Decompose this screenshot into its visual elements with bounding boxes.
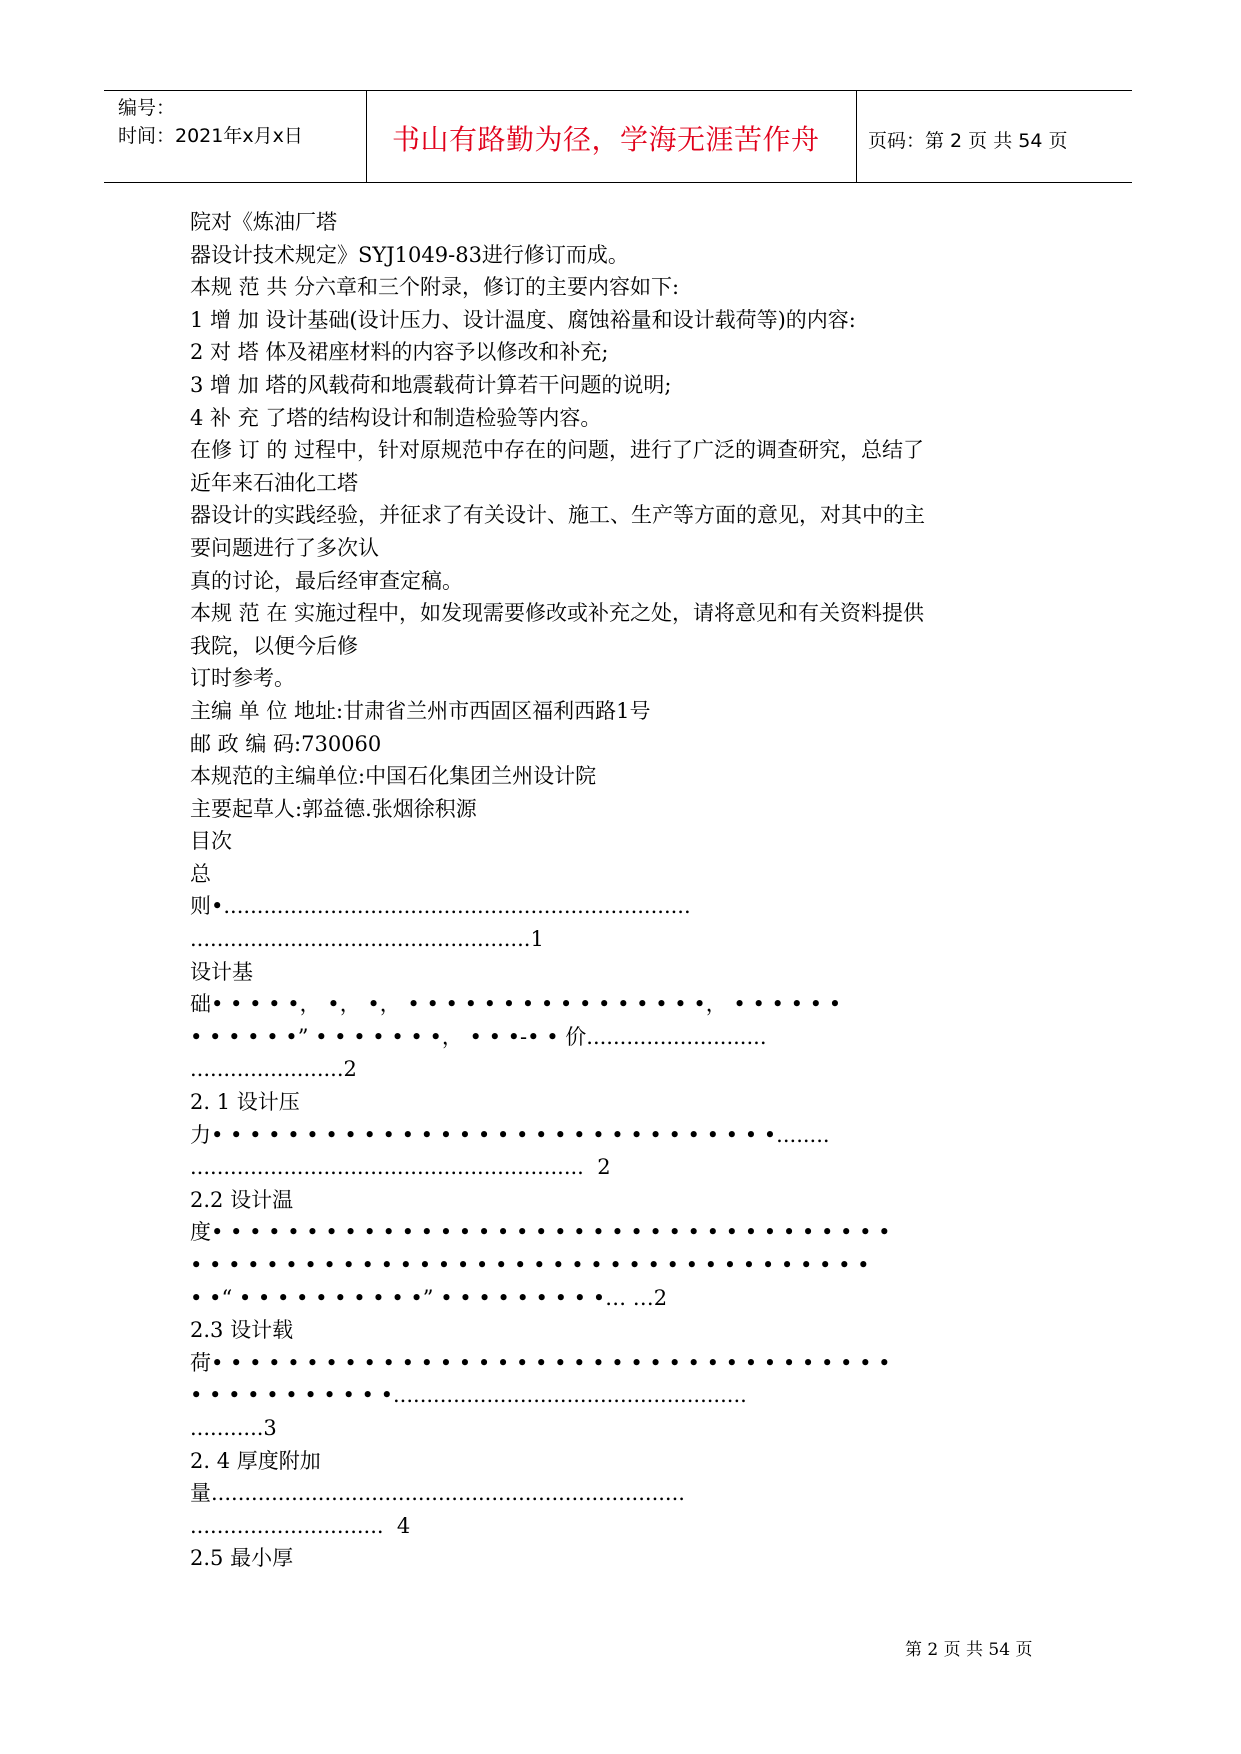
- body-line: • • • • • • • • • • •.....................................................: [190, 1383, 747, 1408]
- body-line: 在修 订 的 过程中，针对原规范中存在的问题，进行了广泛的调查研究，总结了: [190, 438, 925, 463]
- body-line: .......................2: [190, 1057, 357, 1082]
- header-bottom-rule: [104, 182, 1132, 183]
- body-line: 设计基: [190, 959, 253, 984]
- body-line: 本规 范 共 分六章和三个附录，修订的主要内容如下:: [190, 275, 680, 300]
- body-line: 本规 范 在 实施过程中，如发现需要修改或补充之处，请将意见和有关资料提供: [190, 601, 925, 626]
- body-line: 2. 4 厚度附加: [190, 1448, 321, 1473]
- body-line: 4 补 充 了塔的结构设计和制造检验等内容。: [190, 405, 602, 430]
- body-line: 器设计的实践经验，并征求了有关设计、施工、生产等方面的意见，对其中的主: [190, 503, 925, 528]
- body-line: 主要起草人:郭益德.张烟徐积源: [190, 796, 477, 821]
- body-line: • • • • • • • • • • • • • • • • • • • • • • • • • • • • • • • • • • • •: [190, 1253, 870, 1277]
- body-line: 本规范的主编单位:中国石化集团兰州设计院: [190, 764, 597, 789]
- body-line: 2 对 塔 体及裙座材料的内容予以修改和补充;: [190, 340, 609, 365]
- body-line: 总: [190, 861, 211, 886]
- body-line: 量.......................................................................: [190, 1481, 685, 1506]
- document-body: [190, 206, 1060, 1575]
- body-line: 器设计技术规定》SYJ1049-83进行修订而成。: [190, 242, 629, 267]
- header-divider-left: [366, 90, 367, 183]
- body-line: 目次: [190, 829, 232, 854]
- body-line: 则•......................................................................: [190, 894, 691, 919]
- body-line: 近年来石油化工塔: [190, 470, 358, 495]
- body-line: ........................................................... 2: [190, 1155, 611, 1180]
- body-line: 度• • • • • • • • • • • • • • • • • • • • • • • • • • • • • • • • • • • •: [190, 1220, 891, 1245]
- body-line: 真的讨论，最后经审查定稿。: [190, 568, 463, 593]
- body-line: ...................................................1: [190, 927, 544, 952]
- body-line: 荷• • • • • • • • • • • • • • • • • • • • • • • • • • • • • • • • • • • •: [190, 1350, 891, 1375]
- header-divider-right: [856, 90, 857, 183]
- body-line: • •“ • • • • • • • • • •” • • • • • • • • •… …2: [190, 1285, 668, 1310]
- header-page-label: 页码：第 2 页 共 54 页: [868, 130, 1068, 152]
- header-number-label: 编号：: [118, 97, 176, 119]
- body-line: 2.2 设计温: [190, 1187, 294, 1212]
- body-line: 主编 单 位 地址:甘肃省兰州市西固区福利西路1号: [190, 698, 651, 723]
- body-line: 院对《炼油厂塔: [190, 210, 337, 234]
- body-line: 力• • • • • • • • • • • • • • • • • • • • • • • • • • • • • •........: [190, 1122, 830, 1147]
- header-time-label: 时间：2021年x月x日: [118, 125, 303, 147]
- body-line: 础• • • • •， •， •， • • • • • • • • • • • • • • • •， • • • • • •: [190, 992, 842, 1017]
- body-line: ............................. 4: [190, 1513, 411, 1538]
- page-footer: 第 2 页 共 54 页: [905, 1640, 1033, 1660]
- header-top-rule: [104, 90, 1132, 91]
- header-motto: 书山有路勤为径，学海无涯苦作舟: [392, 123, 820, 156]
- body-line: 2.3 设计载: [190, 1318, 294, 1343]
- body-line: 2. 1 设计压: [190, 1090, 300, 1115]
- body-line: 1 增 加 设计基础(设计压力、设计温度、腐蚀裕量和设计载荷等)的内容:: [190, 307, 856, 332]
- body-line: 我院，以便今后修: [190, 633, 358, 658]
- body-line: • • • • • •” • • • • • • •， • • •-• • 价...........................: [190, 1024, 767, 1049]
- body-line: ...........3: [190, 1415, 277, 1440]
- body-line: 邮 政 编 码:730060: [190, 731, 382, 756]
- body-line: 3 增 加 塔的风载荷和地震载荷计算若干问题的说明;: [190, 372, 672, 397]
- body-line: 2.5 最小厚: [190, 1546, 294, 1571]
- body-line: 订时参考。: [190, 666, 295, 691]
- body-line: 要问题进行了多次认: [190, 535, 379, 560]
